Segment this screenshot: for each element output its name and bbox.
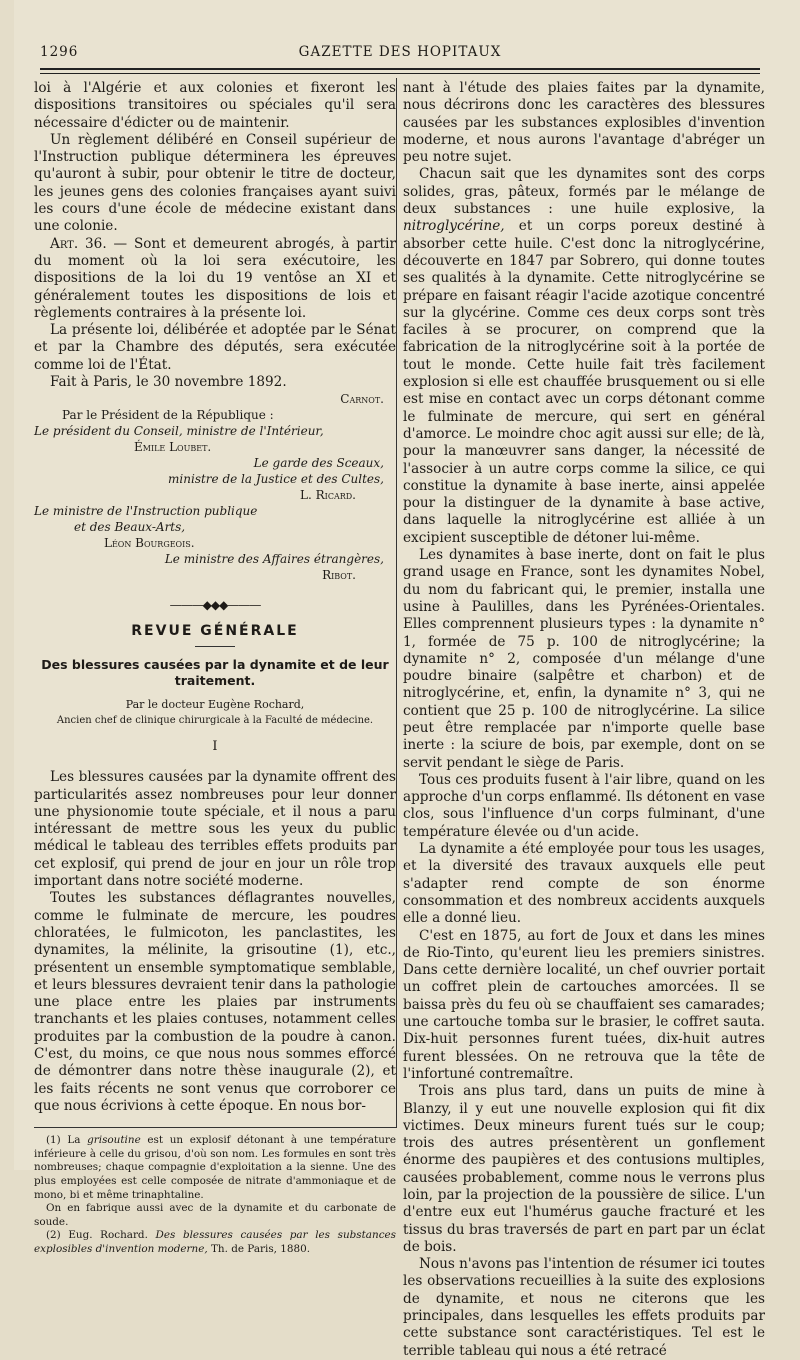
signature-name: Émile Loubet. (134, 440, 212, 455)
paragraph: La présente loi, délibérée et adoptée par le Sénat et par la Chambre des députés, sera exécutée comme loi de l'État. (34, 322, 396, 373)
footnote-rule (34, 1127, 396, 1128)
byline: Par le docteur Eugène Rochard, (125, 697, 305, 711)
signature-role: Le président du Conseil, ministre de l'Intérieur, (34, 424, 324, 439)
left-column (34, 80, 396, 1257)
section-number: I (212, 738, 218, 754)
paragraph: Fait à Paris, le 30 novembre 1892. (50, 374, 287, 391)
column-divider (396, 78, 397, 1128)
footnote: (1) La grisoutine est un explosif détonant à une température inférieure à celle du grisou, d'où son nom. Les formules en sont très nombreuses; chaque compagnie d'exploitation a la sienne. Une des plus employées est celle composée de nitrate d'ammoniaque et de mono, bi et même trinaphtaline. (34, 1134, 396, 1201)
paragraph: Art. 36. — Sont et demeurent abrogés, à partir du moment où la loi sera exécutoire, les dispositions de la loi du 19 ventôse an XI et généralement toutes les dispositions de lois et règlements contraires à la présente loi. (34, 235, 396, 321)
short-rule (195, 646, 235, 647)
signature-name: Léon Bourgeois. (104, 536, 195, 551)
footnote: On en fabrique aussi avec de la dynamite et du carbonate de soude. (34, 1202, 396, 1228)
running-header (40, 44, 760, 66)
signature-intro: Par le Président de la République : (62, 408, 274, 423)
paragraph: C'est en 1875, au fort de Joux et dans les mines de Rio-Tinto, qu'eurent lieu les premiers sinistres. Dans cette dernière localité, un chef ouvrier portait un coffret plein de cartouches amorcées. Il se baissa près du feu où se chauffaient ses camarades; une cartouche tomba sur le brasier, le coffret sauta. Dix-huit personnes furent tuées, dix-huit autres furent blessées. On ne retrouva que la tête de l'infortuné contremaître. (403, 927, 765, 1082)
footnotes (34, 1134, 396, 1256)
paragraph: Un règlement délibéré en Conseil supérieur de l'Instruction publique déterminera les épreuves qu'auront à subir, pour obtenir le titre de docteur, les jeunes gens des colonies françaises ayant suivi les cours d'une école de médecine existant dans une colonie. (34, 131, 396, 235)
right-column (403, 80, 765, 1360)
article-title: Des blessures causées par la dynamite et de leur traitement. (41, 656, 389, 688)
section-title: REVUE GÉNÉRALE (131, 622, 299, 639)
paragraph: Trois ans plus tard, dans un puits de mine à Blanzy, il y eut une nouvelle explosion qui fit dix victimes. Deux mineurs furent tués sur le coup; trois des autres présentèrent un gonflement énorme des paupières et des contusions multiples, causées probablement, comme nous le verrons plus loin, par la projection de la poussière de silice. L'un d'entre eux eut l'humérus gauche fracturé et les tissus du bras traversés de part en part par un éclat de bois. (403, 1083, 765, 1255)
header-rule-thin (40, 73, 760, 74)
signature-role: Le garde des Sceaux, (253, 456, 384, 471)
signature-role: Le ministre de l'Instruction publique (34, 504, 258, 519)
paragraph: Les dynamites à base inerte, dont on fait le plus grand usage en France, sont les dynamites Nobel, du nom du fabricant qui, le premier, installa une usine à Paulilles, dans les Pyrénées-Orientales. Elles comprennent plusieurs types : la dynamite n° 1, formée de 75 p. 100 de nitroglycérine; la dynamite n° 2, composée d'un mélange d'une poudre binaire (salpêtre et charbon) et de nitroglycérine, et, enfin, la dynamite n° 3, qui ne contient que 25 p. 100 de nitroglycérine. La silice peut être remplacée par n'importe quelle base inerte : la sciure de bois, par exemple, dont on se servit pendant le siège de Paris. (403, 547, 765, 771)
paragraph: La dynamite a été employée pour tous les usages, et la diversité des travaux auxquels elle peut s'adapter rend compte de son énorme consommation et des nombreux accidents auxquels elle a donné lieu. (403, 841, 765, 927)
article-label: Art. 36. (50, 235, 107, 252)
signature-name: L. Ricard. (300, 488, 356, 503)
ornamental-divider: ———◆◆◆——— (169, 598, 261, 613)
author-affiliation: Ancien chef de clinique chirurgicale à la Faculté de médecine. (56, 714, 374, 726)
signature-name: Ribot. (322, 568, 356, 583)
paragraph: Nous n'avons pas l'intention de résumer ici toutes les observations recueillies à la suite des explosions de dynamite, et nous ne citerons que les principales, dans lesquelles les effets produits par cette substance sont caractéristiques. Tel est le terrible tableau qui nous a été retracé (403, 1256, 765, 1359)
footnote: (2) Eug. Rochard. Des blessures causées par les substances explosibles d'invention moderne, Th. de Paris, 1880. (34, 1229, 396, 1255)
signature-name: Carnot. (340, 392, 384, 407)
journal-title: GAZETTE DES HOPITAUX (298, 44, 502, 60)
header-rule-thick (40, 68, 760, 70)
paragraph: Les blessures causées par la dynamite offrent des particularités assez nombreuses pour leur donner une physionomie toute spéciale, et il nous a paru intéressant de mettre sous les yeux du public médical le tableau des terribles effets produits par cet explosif, qui prend de jour en jour un rôle trop important dans notre société moderne. (34, 769, 396, 890)
page-number: 1296 (40, 44, 79, 60)
paragraph: Chacun sait que les dynamites sont des corps solides, gras, pâteux, formés par le mélange de deux substances : une huile explosive, la nitroglycérine, et un corps poreux destiné à absorber cette huile. C'est donc la nitroglycérine, découverte en 1847 par Sobrero, qui donne toutes ses qualités à la dynamite. Cette nitroglycérine se prépare en faisant réagir l'acide azotique concentré sur la glycérine. Comme ces deux corps sont très faciles à se procurer, on comprend que la fabrication de la nitroglycérine soit à la portée de tout le monde. Cette huile fait très facilement explosion si elle est chauffée brusquement ou si elle est mise en contact avec un corps détonant comme le fulminate de mercure, qui sert en général d'amorce. Le moindre choc agit aussi sur elle; de là, pour la manœuvrer sans danger, la nécessité de l'associer à un autre corps comme la silice, ce qui constitue la dynamite à base inerte, ainsi appelée pour la distinguer de la dynamite à base active, dans laquelle la nitroglycérine est alliée à un excipient susceptible de détoner lui-même. (403, 166, 765, 546)
paragraph: Toutes les substances déflagrantes nouvelles, comme le fulminate de mercure, les poudres chloratées, le fulmicoton, les panclastites, les dynamites, la mélinite, la grisoutine (1), etc., présentent un ensemble symptomatique semblable, et leurs blessures devraient tenir dans la pathologie une place entre les plaies par instruments tranchants et les plaies contuses, notamment celles produites par la combustion de la poudre à canon. C'est, du moins, ce que nous nous sommes efforcé de démontrer dans notre thèse inaugurale (2), et les faits récents ne sont venus que corroborer ce que nous écrivions à cette époque. En nous bor- (34, 890, 396, 1114)
signature-role: Le ministre des Affaires étrangères, (164, 552, 384, 567)
signature-role: ministre de la Justice et des Cultes, (168, 472, 384, 487)
signature-block (34, 391, 396, 583)
paragraph: Tous ces produits fusent à l'air libre, quand on les approche d'un corps enflammé. Ils détonent en vase clos, sous l'influence d'un corps fulminant, d'une température élevée ou d'un acide. (403, 771, 765, 840)
signature-role: et des Beaux-Arts, (74, 520, 186, 535)
paragraph: loi à l'Algérie et aux colonies et fixeront les dispositions transitoires ou spéciales qu'il sera nécessaire d'édicter ou de maintenir. (34, 80, 396, 131)
paragraph: nant à l'étude des plaies faites par la dynamite, nous décrirons donc les caractères des blessures causées par les substances explosibles d'invention moderne, et nous aurons l'avantage d'abréger un peu notre sujet. (403, 80, 765, 166)
